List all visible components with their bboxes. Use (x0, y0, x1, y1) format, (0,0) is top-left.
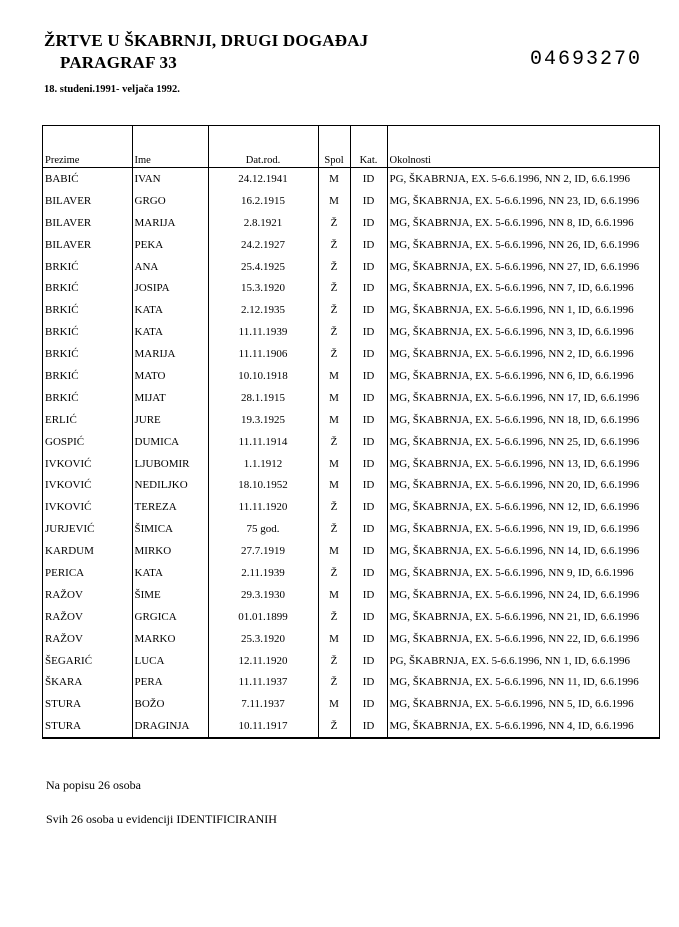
cell-kat: ID (350, 562, 387, 584)
table-row (43, 190, 659, 212)
cell-okolnosti: MG, ŠKABRNJA, EX. 5-6.6.1996, NN 26, ID, 6.6.1996 (387, 234, 659, 256)
cell-kat: ID (350, 518, 387, 540)
cell-kat: ID (350, 277, 387, 299)
cell-spol: Ž (318, 343, 350, 365)
cell-prezime: PERICA (45, 566, 85, 579)
cell-prezime: KARDUM (45, 545, 94, 558)
cell-dat-rod: 11.11.1914 (208, 431, 318, 453)
table-row (43, 212, 659, 234)
cell-kat: ID (350, 628, 387, 650)
cell-kat: ID (350, 190, 387, 212)
table-row (43, 693, 659, 715)
col-header-prezime: Prezime (43, 148, 132, 168)
cell-spol: Ž (318, 256, 350, 278)
col-header-ime: Ime (132, 148, 208, 168)
col-header-spol: Spol (318, 148, 350, 168)
cell-spol: M (318, 387, 350, 409)
cell-okolnosti: MG, ŠKABRNJA, EX. 5-6.6.1996, NN 3, ID, 6.6.1996 (387, 321, 659, 343)
cell-kat: ID (350, 387, 387, 409)
cell-okolnosti: MG, ŠKABRNJA, EX. 5-6.6.1996, NN 12, ID, 6.6.1996 (387, 496, 659, 518)
cell-okolnosti: MG, ŠKABRNJA, EX. 5-6.6.1996, NN 13, ID, 6.6.1996 (387, 453, 659, 475)
table-row (43, 365, 659, 387)
cell-prezime: BRKIĆ (45, 391, 79, 404)
cell-ime: KATA (132, 299, 208, 321)
cell-ime: TEREZA (132, 496, 208, 518)
table-row (43, 715, 659, 737)
cell-kat: ID (350, 496, 387, 518)
cell-kat: ID (350, 453, 387, 475)
cell-spol: Ž (318, 496, 350, 518)
table-row (43, 409, 659, 431)
cell-ime: NEDILJKO (132, 474, 208, 496)
cell-ime: ŠIMICA (132, 518, 208, 540)
table-row (43, 299, 659, 321)
cell-spol: Ž (318, 562, 350, 584)
cell-okolnosti: MG, ŠKABRNJA, EX. 5-6.6.1996, NN 21, ID, 6.6.1996 (387, 606, 659, 628)
cell-kat: ID (350, 540, 387, 562)
table-body (43, 168, 659, 738)
cell-okolnosti: MG, ŠKABRNJA, EX. 5-6.6.1996, NN 2, ID, 6.6.1996 (387, 343, 659, 365)
cell-spol: M (318, 190, 350, 212)
cell-spol: M (318, 168, 350, 190)
cell-spol: M (318, 584, 350, 606)
cell-kat: ID (350, 168, 387, 190)
cell-spol: M (318, 365, 350, 387)
cell-spol: M (318, 453, 350, 475)
cell-okolnosti: PG, ŠKABRNJA, EX. 5-6.6.1996, NN 2, ID, 6.6.1996 (387, 168, 659, 190)
cell-dat-rod: 19.3.1925 (208, 409, 318, 431)
cell-okolnosti: MG, ŠKABRNJA, EX. 5-6.6.1996, NN 25, ID, 6.6.1996 (387, 431, 659, 453)
cell-kat: ID (350, 212, 387, 234)
cell-dat-rod: 12.11.1920 (208, 650, 318, 672)
table-row (43, 540, 659, 562)
table-row (43, 234, 659, 256)
cell-kat: ID (350, 299, 387, 321)
cell-prezime: BABIĆ (45, 172, 79, 185)
cell-prezime: RAŽOV (45, 610, 83, 623)
cell-spol: M (318, 409, 350, 431)
cell-okolnosti: MG, ŠKABRNJA, EX. 5-6.6.1996, NN 6, ID, 6.6.1996 (387, 365, 659, 387)
cell-kat: ID (350, 431, 387, 453)
cell-spol: M (318, 540, 350, 562)
cell-dat-rod: 10.10.1918 (208, 365, 318, 387)
cell-kat: ID (350, 343, 387, 365)
title-line-2: PARAGRAF 33 (60, 53, 177, 72)
cell-spol: M (318, 693, 350, 715)
table-row (43, 562, 659, 584)
cell-okolnosti: MG, ŠKABRNJA, EX. 5-6.6.1996, NN 14, ID, 6.6.1996 (387, 540, 659, 562)
cell-dat-rod: 2.8.1921 (208, 212, 318, 234)
cell-okolnosti: MG, ŠKABRNJA, EX. 5-6.6.1996, NN 24, ID, 6.6.1996 (387, 584, 659, 606)
table-row (43, 628, 659, 650)
cell-prezime: JURJEVIĆ (45, 523, 95, 536)
cell-kat: ID (350, 715, 387, 737)
cell-prezime: BRKIĆ (45, 304, 79, 317)
cell-prezime: IVKOVIĆ (45, 457, 92, 470)
cell-prezime: IVKOVIĆ (45, 479, 92, 492)
cell-spol: Ž (318, 234, 350, 256)
cell-dat-rod: 75 god. (208, 518, 318, 540)
table-row (43, 518, 659, 540)
cell-ime: MARIJA (132, 343, 208, 365)
table-header-row (43, 148, 659, 168)
cell-dat-rod: 18.10.1952 (208, 474, 318, 496)
cell-dat-rod: 28.1.1915 (208, 387, 318, 409)
cell-dat-rod: 27.7.1919 (208, 540, 318, 562)
table-row (43, 431, 659, 453)
table-row (43, 584, 659, 606)
cell-prezime: BILAVER (45, 216, 92, 229)
cell-okolnosti: MG, ŠKABRNJA, EX. 5-6.6.1996, NN 11, ID, 6.6.1996 (387, 671, 659, 693)
table-header-spacer (43, 126, 659, 148)
cell-ime: ANA (132, 256, 208, 278)
cell-dat-rod: 25.3.1920 (208, 628, 318, 650)
cell-ime: MIJAT (132, 387, 208, 409)
cell-dat-rod: 29.3.1930 (208, 584, 318, 606)
cell-okolnosti: MG, ŠKABRNJA, EX. 5-6.6.1996, NN 8, ID, 6.6.1996 (387, 212, 659, 234)
table-row (43, 453, 659, 475)
cell-ime: KATA (132, 321, 208, 343)
cell-kat: ID (350, 693, 387, 715)
cell-prezime: ŠKARA (45, 676, 83, 689)
cell-prezime: ERLIĆ (45, 413, 77, 426)
cell-ime: BOŽO (132, 693, 208, 715)
cell-ime: DRAGINJA (132, 715, 208, 737)
cell-prezime: BRKIĆ (45, 282, 79, 295)
cell-ime: KATA (132, 562, 208, 584)
table-row (43, 343, 659, 365)
cell-spol: Ž (318, 606, 350, 628)
cell-prezime: BILAVER (45, 238, 92, 251)
cell-spol: Ž (318, 212, 350, 234)
col-header-dat-rod: Dat.rod. (208, 148, 318, 168)
cell-dat-rod: 24.12.1941 (208, 168, 318, 190)
table-row (43, 474, 659, 496)
cell-dat-rod: 15.3.1920 (208, 277, 318, 299)
cell-okolnosti: MG, ŠKABRNJA, EX. 5-6.6.1996, NN 18, ID, 6.6.1996 (387, 409, 659, 431)
cell-dat-rod: 11.11.1920 (208, 496, 318, 518)
cell-ime: MARKO (132, 628, 208, 650)
table-row (43, 277, 659, 299)
cell-prezime: IVKOVIĆ (45, 501, 92, 514)
title-line-1: ŽRTVE U ŠKABRNJI, DRUGI DOGAĐAJ (44, 31, 369, 50)
cell-okolnosti: MG, ŠKABRNJA, EX. 5-6.6.1996, NN 20, ID, 6.6.1996 (387, 474, 659, 496)
cell-spol: Ž (318, 277, 350, 299)
cell-spol: Ž (318, 299, 350, 321)
cell-kat: ID (350, 409, 387, 431)
cell-prezime: STURA (43, 715, 132, 737)
date-range: 18. studeni.1991- veljača 1992. (44, 84, 180, 95)
cell-kat: ID (350, 234, 387, 256)
cell-dat-rod: 16.2.1915 (208, 190, 318, 212)
cell-spol: Ž (318, 715, 350, 737)
cell-ime: ŠIME (132, 584, 208, 606)
cell-kat: ID (350, 365, 387, 387)
cell-okolnosti: MG, ŠKABRNJA, EX. 5-6.6.1996, NN 1, ID, 6.6.1996 (387, 299, 659, 321)
victims-table-frame (42, 125, 660, 739)
cell-spol: Ž (318, 650, 350, 672)
cell-ime: GRGO (132, 190, 208, 212)
cell-okolnosti: MG, ŠKABRNJA, EX. 5-6.6.1996, NN 27, ID, 6.6.1996 (387, 256, 659, 278)
cell-ime: MATO (132, 365, 208, 387)
table-row (43, 606, 659, 628)
cell-dat-rod: 11.11.1939 (208, 321, 318, 343)
document-title (44, 30, 368, 74)
cell-spol: Ž (318, 518, 350, 540)
cell-okolnosti: PG, ŠKABRNJA, EX. 5-6.6.1996, NN 1, ID, 6.6.1996 (387, 650, 659, 672)
table-row (43, 256, 659, 278)
col-header-kat: Kat. (350, 148, 387, 168)
cell-kat: ID (350, 671, 387, 693)
cell-dat-rod: 11.11.1937 (208, 671, 318, 693)
cell-spol: M (318, 628, 350, 650)
cell-dat-rod: 10.11.1917 (208, 715, 318, 737)
cell-dat-rod: 11.11.1906 (208, 343, 318, 365)
cell-kat: ID (350, 321, 387, 343)
cell-spol: Ž (318, 321, 350, 343)
col-header-okolnosti: Okolnosti (387, 148, 659, 168)
cell-dat-rod: 1.1.1912 (208, 453, 318, 475)
cell-prezime: BILAVER (45, 194, 92, 207)
identified-note: Svih 26 osoba u evidenciji IDENTIFICIRANIH (46, 812, 277, 826)
cell-okolnosti: MG, ŠKABRNJA, EX. 5-6.6.1996, NN 17, ID, 6.6.1996 (387, 387, 659, 409)
cell-ime: IVAN (132, 168, 208, 190)
table-row (43, 671, 659, 693)
cell-okolnosti: MG, ŠKABRNJA, EX. 5-6.6.1996, NN 5, ID, 6.6.1996 (387, 693, 659, 715)
victims-table (43, 148, 659, 738)
cell-dat-rod: 01.01.1899 (208, 606, 318, 628)
cell-kat: ID (350, 256, 387, 278)
cell-kat: ID (350, 584, 387, 606)
cell-ime: LJUBOMIR (132, 453, 208, 475)
cell-spol: Ž (318, 671, 350, 693)
cell-dat-rod: 2.11.1939 (208, 562, 318, 584)
cell-dat-rod: 2.12.1935 (208, 299, 318, 321)
cell-prezime: BRKIĆ (45, 348, 79, 361)
cell-okolnosti: MG, ŠKABRNJA, EX. 5-6.6.1996, NN 9, ID, 6.6.1996 (387, 562, 659, 584)
cell-prezime: BRKIĆ (45, 326, 79, 339)
cell-okolnosti: MG, ŠKABRNJA, EX. 5-6.6.1996, NN 19, ID, 6.6.1996 (387, 518, 659, 540)
cell-dat-rod: 24.2.1927 (208, 234, 318, 256)
cell-okolnosti: MG, ŠKABRNJA, EX. 5-6.6.1996, NN 22, ID, 6.6.1996 (387, 628, 659, 650)
table-row (43, 168, 659, 190)
cell-ime: JOSIPA (132, 277, 208, 299)
cell-okolnosti: MG, ŠKABRNJA, EX. 5-6.6.1996, NN 4, ID, 6.6.1996 (387, 715, 659, 737)
cell-ime: MARIJA (132, 212, 208, 234)
cell-kat: ID (350, 474, 387, 496)
cell-dat-rod: 7.11.1937 (208, 693, 318, 715)
cell-ime: JURE (132, 409, 208, 431)
cell-ime: PEKA (132, 234, 208, 256)
table-row (43, 387, 659, 409)
cell-prezime: STURA (45, 698, 82, 711)
cell-dat-rod: 25.4.1925 (208, 256, 318, 278)
table-row (43, 496, 659, 518)
cell-prezime: BRKIĆ (45, 369, 79, 382)
cell-prezime: GOSPIĆ (45, 435, 85, 448)
cell-ime: LUCA (132, 650, 208, 672)
cell-spol: M (318, 474, 350, 496)
cell-spol: Ž (318, 431, 350, 453)
count-note: Na popisu 26 osoba (46, 778, 141, 792)
cell-prezime: RAŽOV (45, 632, 83, 645)
cell-ime: PERA (132, 671, 208, 693)
cell-prezime: RAŽOV (45, 588, 83, 601)
cell-okolnosti: MG, ŠKABRNJA, EX. 5-6.6.1996, NN 7, ID, 6.6.1996 (387, 277, 659, 299)
document-number: 04693270 (530, 48, 643, 71)
cell-kat: ID (350, 606, 387, 628)
cell-ime: MIRKO (132, 540, 208, 562)
cell-prezime: ŠEGARIĆ (45, 654, 93, 667)
table-row (43, 321, 659, 343)
cell-ime: DUMICA (132, 431, 208, 453)
cell-kat: ID (350, 650, 387, 672)
cell-ime: GRGICA (132, 606, 208, 628)
table-row (43, 650, 659, 672)
cell-prezime: BRKIĆ (45, 260, 79, 273)
cell-okolnosti: MG, ŠKABRNJA, EX. 5-6.6.1996, NN 23, ID, 6.6.1996 (387, 190, 659, 212)
